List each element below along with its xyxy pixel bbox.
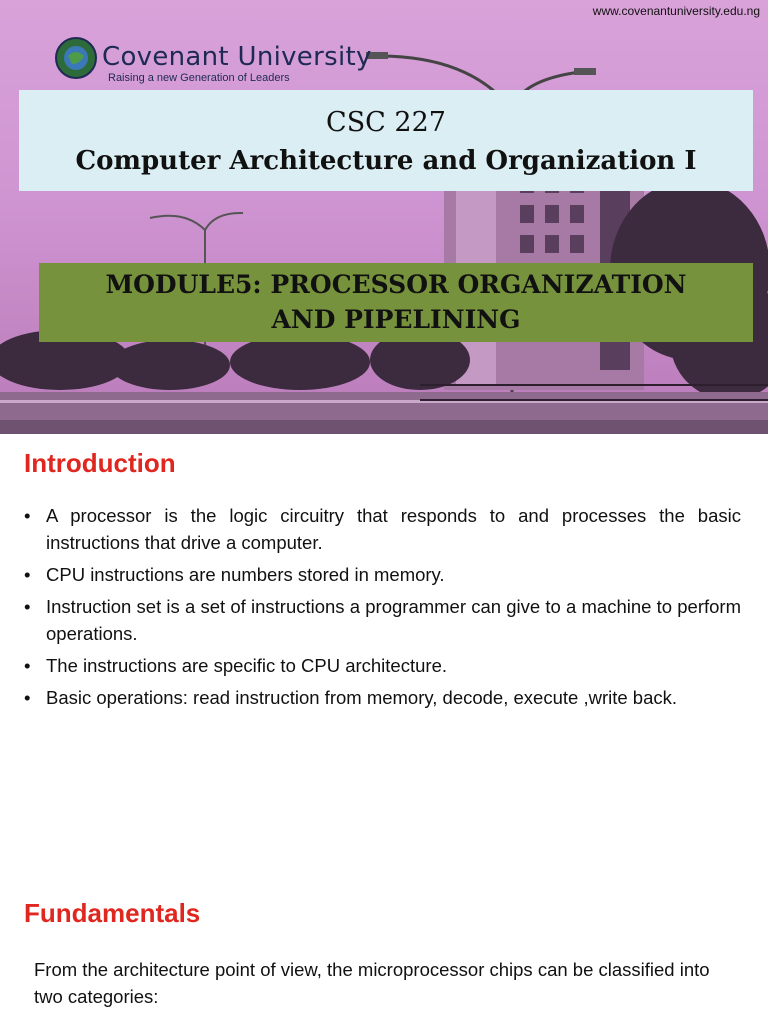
bullet-icon: • bbox=[24, 687, 31, 708]
introduction-heading: Introduction bbox=[24, 448, 176, 478]
list-item: • Instruction set is a set of instructions a programmer can give to a machine to perform operations. bbox=[24, 593, 741, 647]
header-banner bbox=[0, 0, 768, 434]
course-code: CSC 227 bbox=[326, 107, 446, 138]
list-item: • Basic operations: read instruction from memory, decode, execute ,write back. bbox=[24, 684, 741, 711]
list-item: • CPU instructions are numbers stored in memory. bbox=[24, 561, 741, 588]
fundamentals-heading: Fundamentals bbox=[24, 898, 201, 928]
module-title-line-1: MODULE5: PROCESSOR ORGANIZATION bbox=[105, 270, 687, 299]
fundamentals-paragraph: From the architecture point of view, the microprocessor chips can be classified into two categories: bbox=[34, 959, 710, 1007]
university-name: Covenant University bbox=[102, 42, 372, 72]
site-url[interactable]: www.covenantuniversity.edu.ng bbox=[592, 4, 760, 18]
bullet-icon: • bbox=[24, 505, 31, 526]
bullet-icon: • bbox=[24, 596, 31, 617]
course-title-box bbox=[19, 90, 753, 191]
module-title-box bbox=[39, 263, 753, 342]
university-seal-icon bbox=[54, 36, 98, 80]
university-logo bbox=[54, 36, 374, 86]
list-item: • A processor is the logic circuitry that responds to and processes the basic instructions that drive a computer. bbox=[24, 502, 741, 556]
university-tagline: Raising a new Generation of Leaders bbox=[108, 72, 290, 84]
introduction-bullet-list bbox=[24, 502, 741, 716]
course-title: Computer Architecture and Organization I bbox=[75, 146, 697, 176]
list-item: • The instructions are specific to CPU architecture. bbox=[24, 652, 741, 679]
bullet-icon: • bbox=[24, 564, 31, 585]
bullet-icon: • bbox=[24, 655, 31, 676]
module-title-line-2: AND PIPELINING bbox=[271, 305, 521, 334]
